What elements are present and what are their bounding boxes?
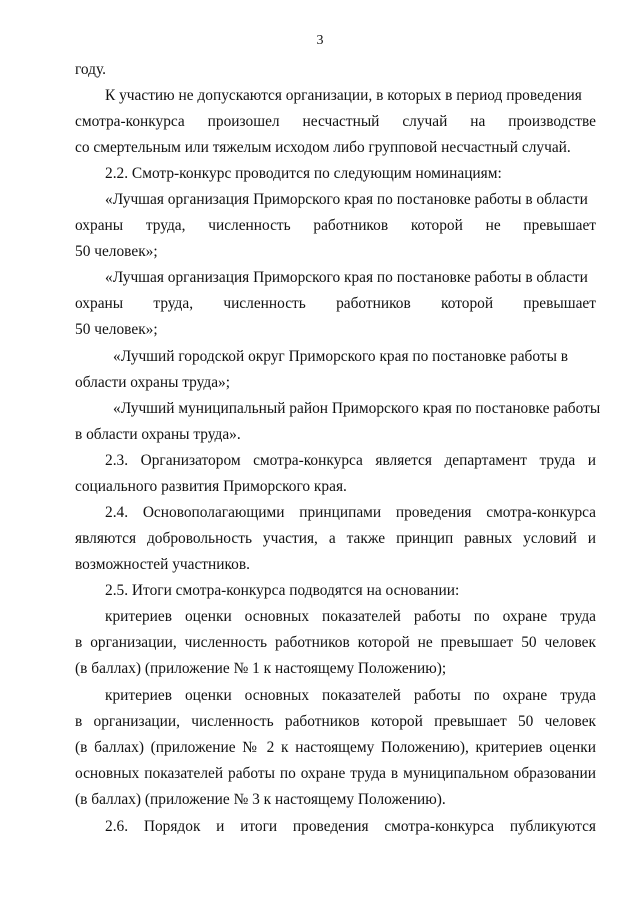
text-line: К участию не допускаются организации, в которых в период проведения [105,87,582,104]
text-line: в области охраны труда». [75,426,241,443]
text-line: критериев оценки основных показателей работы по охране труда [105,687,596,704]
text-line: (в баллах) (приложение № 1 к настоящему Положению); [75,660,447,677]
text-line: (в баллах) (приложение № 2 к настоящему Положению), критериев оценки [75,739,596,756]
text-line: 2.3. Организатором смотра-конкурса является департамент труда и [105,452,596,469]
text-line: основных показателей работы по охране труда в муниципальном образовании [75,765,596,782]
page-number: 3 [316,33,324,48]
text-line: в организации, численность работников которой не превышает 50 человек [75,634,596,651]
text-line: социального развития Приморского края. [75,478,347,495]
text-line: 2.2. Смотр-конкурс проводится по следующим номинациям: [105,165,502,182]
text-line: «Лучший городской округ Приморского края по постановке работы в [113,348,569,365]
text-line: являются добровольность участия, а также принцип равных условий и [75,530,596,547]
text-line: критериев оценки основных показателей работы по охране труда [105,608,596,625]
text-line: 2.5. Итоги смотра-конкурса подводятся на основании: [105,582,460,599]
text-line: 2.6. Порядок и итоги проведения смотра-конкурса публикуются [105,818,596,835]
text-line: году. [75,61,107,78]
text-line: «Лучшая организация Приморского края по постановке работы в области [105,191,588,208]
text-line: охраны труда, численность работников которой не превышает [75,217,596,234]
text-line: (в баллах) (приложение № 3 к настоящему Положению). [75,791,446,808]
text-line: 2.4. Основополагающими принципами проведения смотра-конкурса [105,504,596,521]
text-line: области охраны труда»; [75,374,231,391]
text-line: «Лучшая организация Приморского края по постановке работы в области [105,269,588,286]
text-line: охраны труда, численность работников которой превышает [75,295,596,312]
text-line: в организации, численность работников которой превышает 50 человек [75,713,596,730]
text-line: возможностей участников. [75,556,250,573]
text-line: смотра-конкурса произошел несчастный случай на производстве [75,113,596,130]
text-line: со смертельным или тяжелым исходом либо групповой несчастный случай. [75,139,571,156]
text-line: 50 человек»; [75,243,158,260]
text-line: «Лучший муниципальный район Приморского края по постановке работы [113,400,601,417]
text-line: 50 человек»; [75,321,158,338]
